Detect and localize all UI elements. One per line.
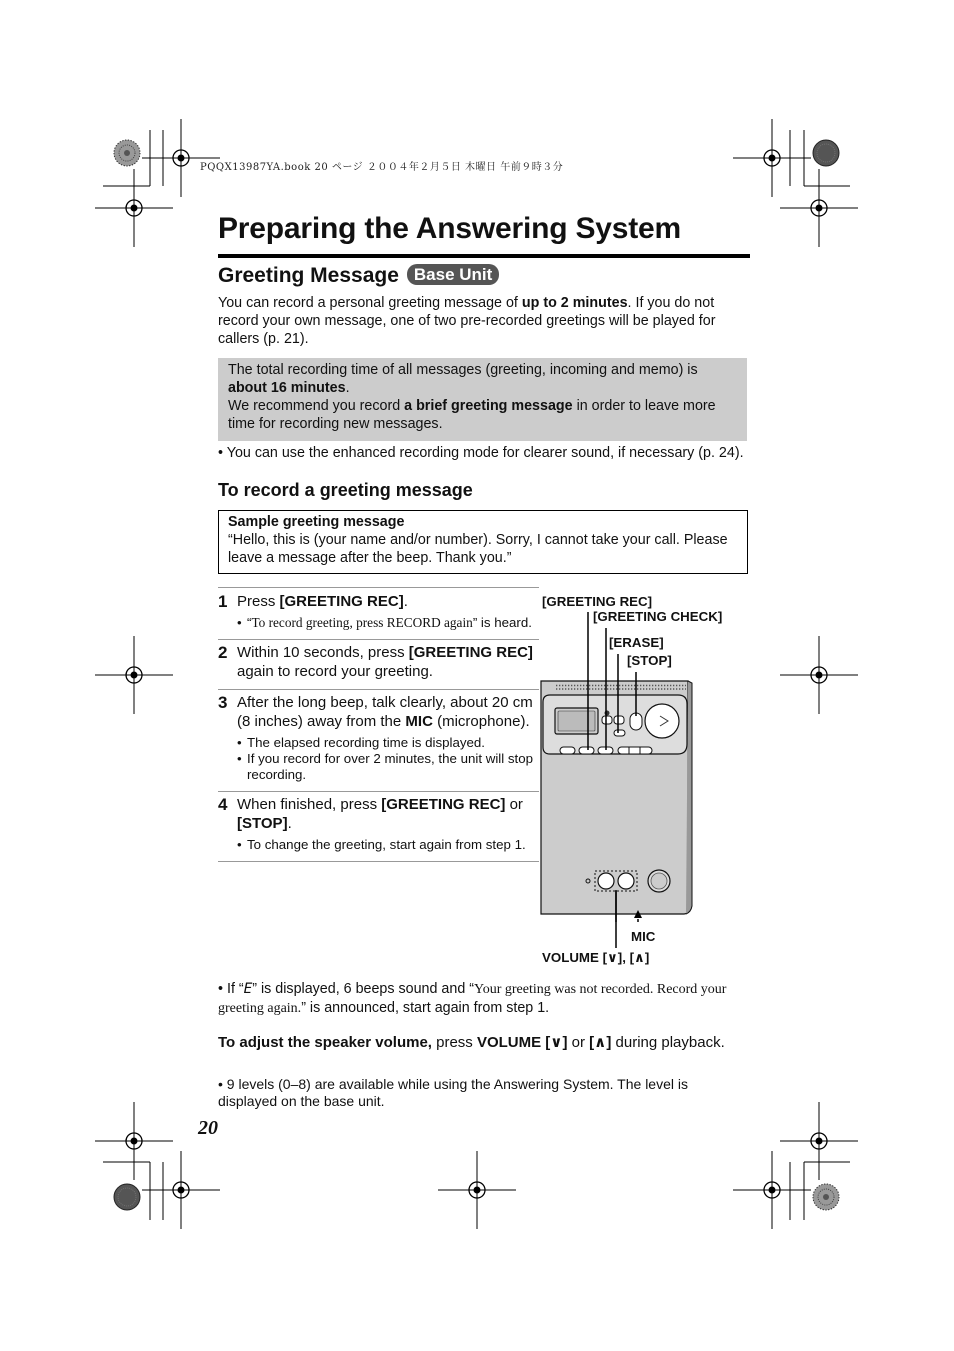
sub-text: The elapsed recording time is displayed. bbox=[247, 735, 485, 750]
step-bold: [GREETING REC] bbox=[408, 644, 533, 661]
volume-bold-2: VOLUME [∨] bbox=[476, 1034, 568, 1051]
step-bold: [GREETING REC] bbox=[381, 796, 506, 813]
label-mic: MIC bbox=[631, 929, 656, 944]
volume-up-button bbox=[618, 873, 634, 889]
section-title-text: Greeting Message bbox=[218, 264, 399, 287]
intro-text-2: . If you do not record your own message, one of two pre-recorded greetings will be played for callers (p. 21). bbox=[218, 295, 716, 347]
step-2 bbox=[218, 640, 539, 690]
after-text-1: • If “ bbox=[218, 981, 244, 997]
sub-text: If you record for over 2 minutes, the unit will stop recording. bbox=[247, 751, 534, 782]
steps-list bbox=[218, 587, 539, 862]
enhanced-mode-bullet: • You can use the enhanced recording mode for clearer sound, if necessary (p. 24). bbox=[218, 445, 744, 461]
volume-instruction bbox=[218, 1033, 748, 1053]
label-stop: [STOP] bbox=[627, 653, 672, 668]
step-1 bbox=[218, 588, 539, 640]
sample-text: “Hello, this is (your name and/or number). Sorry, I cannot take your call. Please leave a message after the beep. Thank you.” bbox=[228, 532, 728, 566]
step-number: 4 bbox=[218, 795, 228, 814]
sub-text: ” is heard. bbox=[472, 615, 532, 630]
label-greeting-rec: [GREETING REC] bbox=[542, 594, 653, 609]
note-text-2: . bbox=[345, 380, 350, 396]
volume-text-1: press bbox=[431, 1034, 477, 1051]
step-text: When finished, press bbox=[237, 796, 382, 813]
section-title bbox=[218, 264, 499, 288]
sub-text: To change the greeting, start again from step 1. bbox=[247, 837, 526, 852]
note-text-1: The total recording time of all messages (greeting, incoming and memo) is bbox=[228, 362, 698, 378]
step-text: . bbox=[287, 815, 292, 832]
label-greeting-check: [GREETING CHECK] bbox=[593, 609, 723, 624]
volume-levels-bullet: • 9 levels (0–8) are available while using the Answering System. The level is displayed on the base unit. bbox=[218, 1076, 688, 1109]
button-greeting-check bbox=[579, 747, 594, 754]
step-text: or bbox=[505, 796, 523, 813]
note-bold-2: a brief greeting message bbox=[404, 398, 573, 414]
step-number: 3 bbox=[218, 693, 228, 712]
note-text-3: We recommend you record bbox=[228, 398, 405, 414]
step-bold: [GREETING REC] bbox=[279, 593, 404, 610]
title-rule bbox=[218, 254, 750, 258]
recording-time-note bbox=[218, 358, 747, 441]
step-number: 1 bbox=[218, 592, 228, 611]
voice-prompt: To record greeting, press RECORD again bbox=[251, 615, 473, 630]
not-recorded-bullet bbox=[218, 980, 758, 1018]
page-number: 20 bbox=[198, 1117, 218, 1139]
bullet: • bbox=[237, 837, 242, 852]
after-text-2: ” is displayed, 6 beeps sound and “ bbox=[252, 981, 475, 997]
button-greeting-rec bbox=[560, 747, 575, 754]
sample-greeting-box bbox=[218, 510, 748, 574]
step-text: again to record your greeting. bbox=[237, 663, 433, 680]
volume-bold-3: [∧] bbox=[589, 1034, 612, 1051]
volume-leader bbox=[614, 890, 622, 950]
bullet: • bbox=[237, 735, 242, 750]
quote-open: “ bbox=[247, 615, 252, 630]
after-text-3: ” is announced, start again from step 1. bbox=[301, 1000, 550, 1016]
note-bold-1: about 16 minutes bbox=[228, 380, 346, 396]
volume-bold-1: To adjust the speaker volume, bbox=[218, 1034, 432, 1051]
step-bold: [STOP] bbox=[237, 815, 288, 832]
step-text: (microphone). bbox=[432, 713, 530, 730]
volume-down-button bbox=[598, 873, 614, 889]
base-unit-badge: Base Unit bbox=[407, 264, 499, 285]
note-text-4: in order to leave more time for recording new messages. bbox=[228, 398, 716, 432]
step-text: . bbox=[403, 593, 408, 610]
page-title: Preparing the Answering System bbox=[218, 212, 682, 245]
print-header: PQQX13987YA.book 20 ページ ２００４年２月５日 木曜日 午前９時３分 bbox=[200, 162, 564, 173]
step-text: After the long beep, talk clearly, about 20 cm (8 inches) away from the bbox=[237, 694, 533, 730]
step-text: Press bbox=[237, 593, 280, 610]
volume-text-3: during playback. bbox=[611, 1034, 725, 1051]
step-bold: MIC bbox=[405, 713, 433, 730]
step-number: 2 bbox=[218, 643, 228, 662]
bullet: • bbox=[237, 751, 242, 766]
play-button bbox=[645, 704, 679, 738]
volume-text-2: or bbox=[567, 1034, 590, 1051]
display-glyph: E bbox=[243, 981, 253, 997]
intro-bold: up to 2 minutes bbox=[521, 295, 628, 311]
step-3 bbox=[218, 690, 539, 792]
sample-title: Sample greeting message bbox=[228, 514, 405, 530]
bullet: • bbox=[237, 615, 242, 630]
label-erase: [ERASE] bbox=[609, 635, 664, 650]
subsection-title: To record a greeting message bbox=[218, 480, 473, 500]
step-text: Within 10 seconds, press bbox=[237, 644, 409, 661]
label-volume: VOLUME [∨], [∧] bbox=[542, 950, 650, 965]
intro-text-1: You can record a personal greeting message of bbox=[218, 295, 522, 311]
voice-prompt: Your greeting was not recorded. Record your greeting again. bbox=[218, 982, 727, 1016]
step-4 bbox=[218, 792, 539, 862]
intro-paragraph bbox=[218, 294, 748, 348]
